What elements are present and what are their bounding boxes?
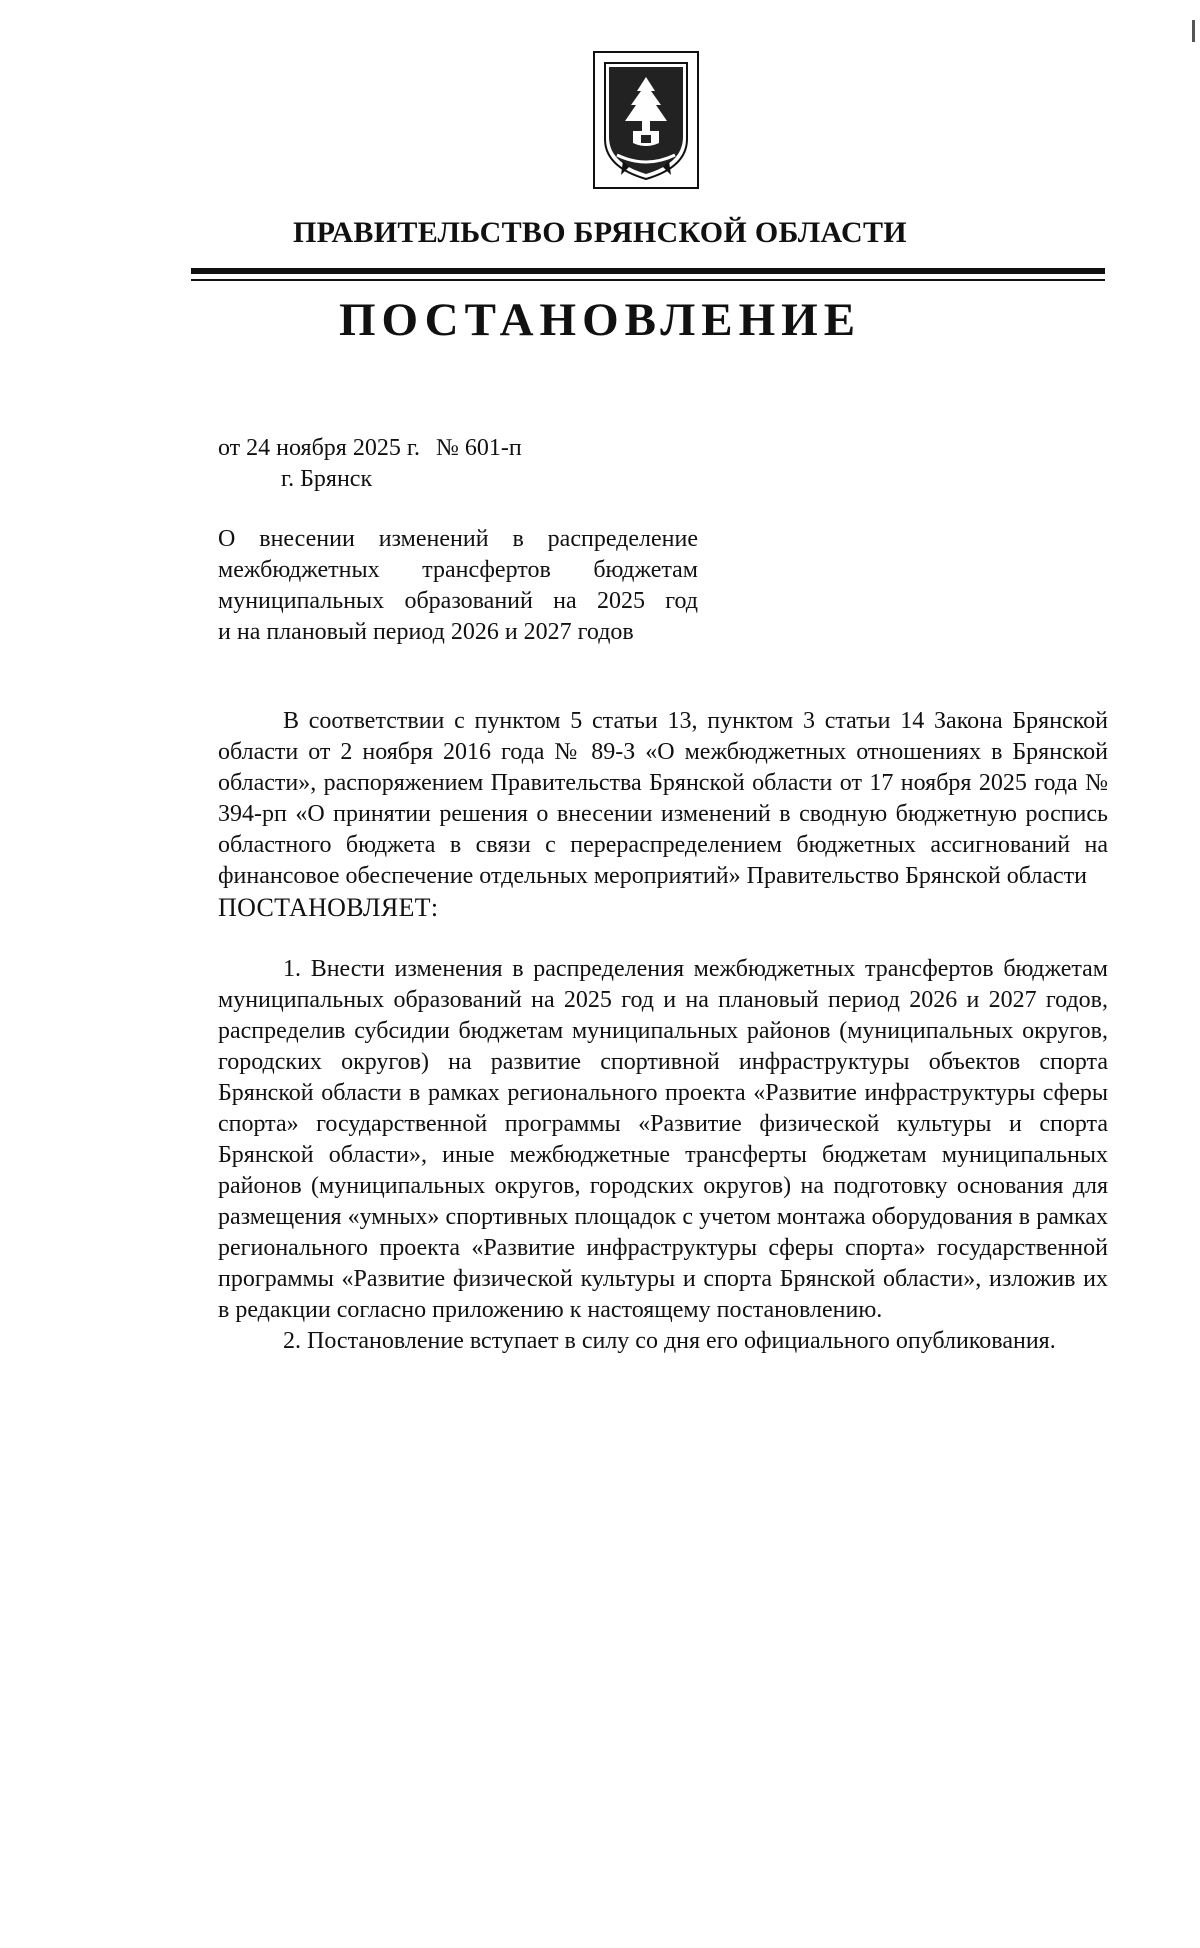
document-date: от 24 ноября 2025 г. bbox=[218, 435, 420, 461]
scan-artifact bbox=[1192, 20, 1195, 42]
resolves-heading: ПОСТАНОВЛЯЕТ: bbox=[218, 893, 439, 922]
subject-line: и на плановый период 2026 и 2027 годов bbox=[218, 619, 634, 645]
document-date-line bbox=[218, 433, 522, 463]
document-type-title: ПОСТАНОВЛЕНИЕ bbox=[338, 294, 862, 346]
paragraph-gap bbox=[218, 923, 1108, 954]
document-number: № 601-п bbox=[435, 435, 522, 461]
subject-line: О внесении изменений в распределение bbox=[218, 526, 698, 552]
subject-line: межбюджетных трансфертов бюджетам bbox=[218, 557, 698, 583]
header-rule-thin bbox=[191, 279, 1105, 281]
resolution-item-2: 2. Постановление вступает в силу со дня его официального опубликования. bbox=[283, 1328, 1056, 1354]
resolution-item-1: 1. Внести изменения в распределения межбюджетных трансфертов бюджетам муниципальных образований на 2025 год и на плановый период 2026 и 2027 годов, распределив субсидии бюджетам муниципальных районов (муниципальных округов, городских округов) на развитие спортивной инфраструктуры объектов спорта Брянской области в рамках регионального проекта «Развитие инфраструктуры сферы спорта» государственной программы «Развитие физической культуры и спорта Брянской области», иные межбюджетные трансферты бюджетам муниципальных районов (муниципальных округов, городских округов) на подготовку основания для размещения «умных» спортивных площадок с учетом монтажа оборудования в рамках регионального проекта «Развитие инфраструктуры сферы спорта» государственной программы «Развитие физической культуры и спорта Брянской области», изложив их в редакции согласно приложению к настоящему постановлению. bbox=[218, 956, 1108, 1323]
document-body bbox=[218, 706, 1108, 1357]
document-city: г. Брянск bbox=[281, 466, 373, 492]
document-subject bbox=[218, 524, 698, 648]
subject-line: муниципальных образований на 2025 год bbox=[218, 588, 698, 614]
bryansk-region-coat-of-arms-icon bbox=[593, 51, 699, 189]
header-rule-thick bbox=[191, 268, 1105, 274]
organization-title: ПРАВИТЕЛЬСТВО БРЯНСКОЙ ОБЛАСТИ bbox=[293, 216, 907, 249]
preamble-paragraph: В соответствии с пунктом 5 статьи 13, пунктом 3 статьи 14 Закона Брянской области от 2 ноября 2016 года № 89-З «О межбюджетных отношениях в Брянской области», распоряжением Правительства Брянской области от 17 ноября 2025 года № 394-рп «О принятии решения о внесении изменений в сводную бюджетную роспись областного бюджета в связи с перераспределением бюджетных ассигнований на финансовое обеспечение отдельных мероприятий» Правительство Брянской области bbox=[218, 708, 1108, 889]
